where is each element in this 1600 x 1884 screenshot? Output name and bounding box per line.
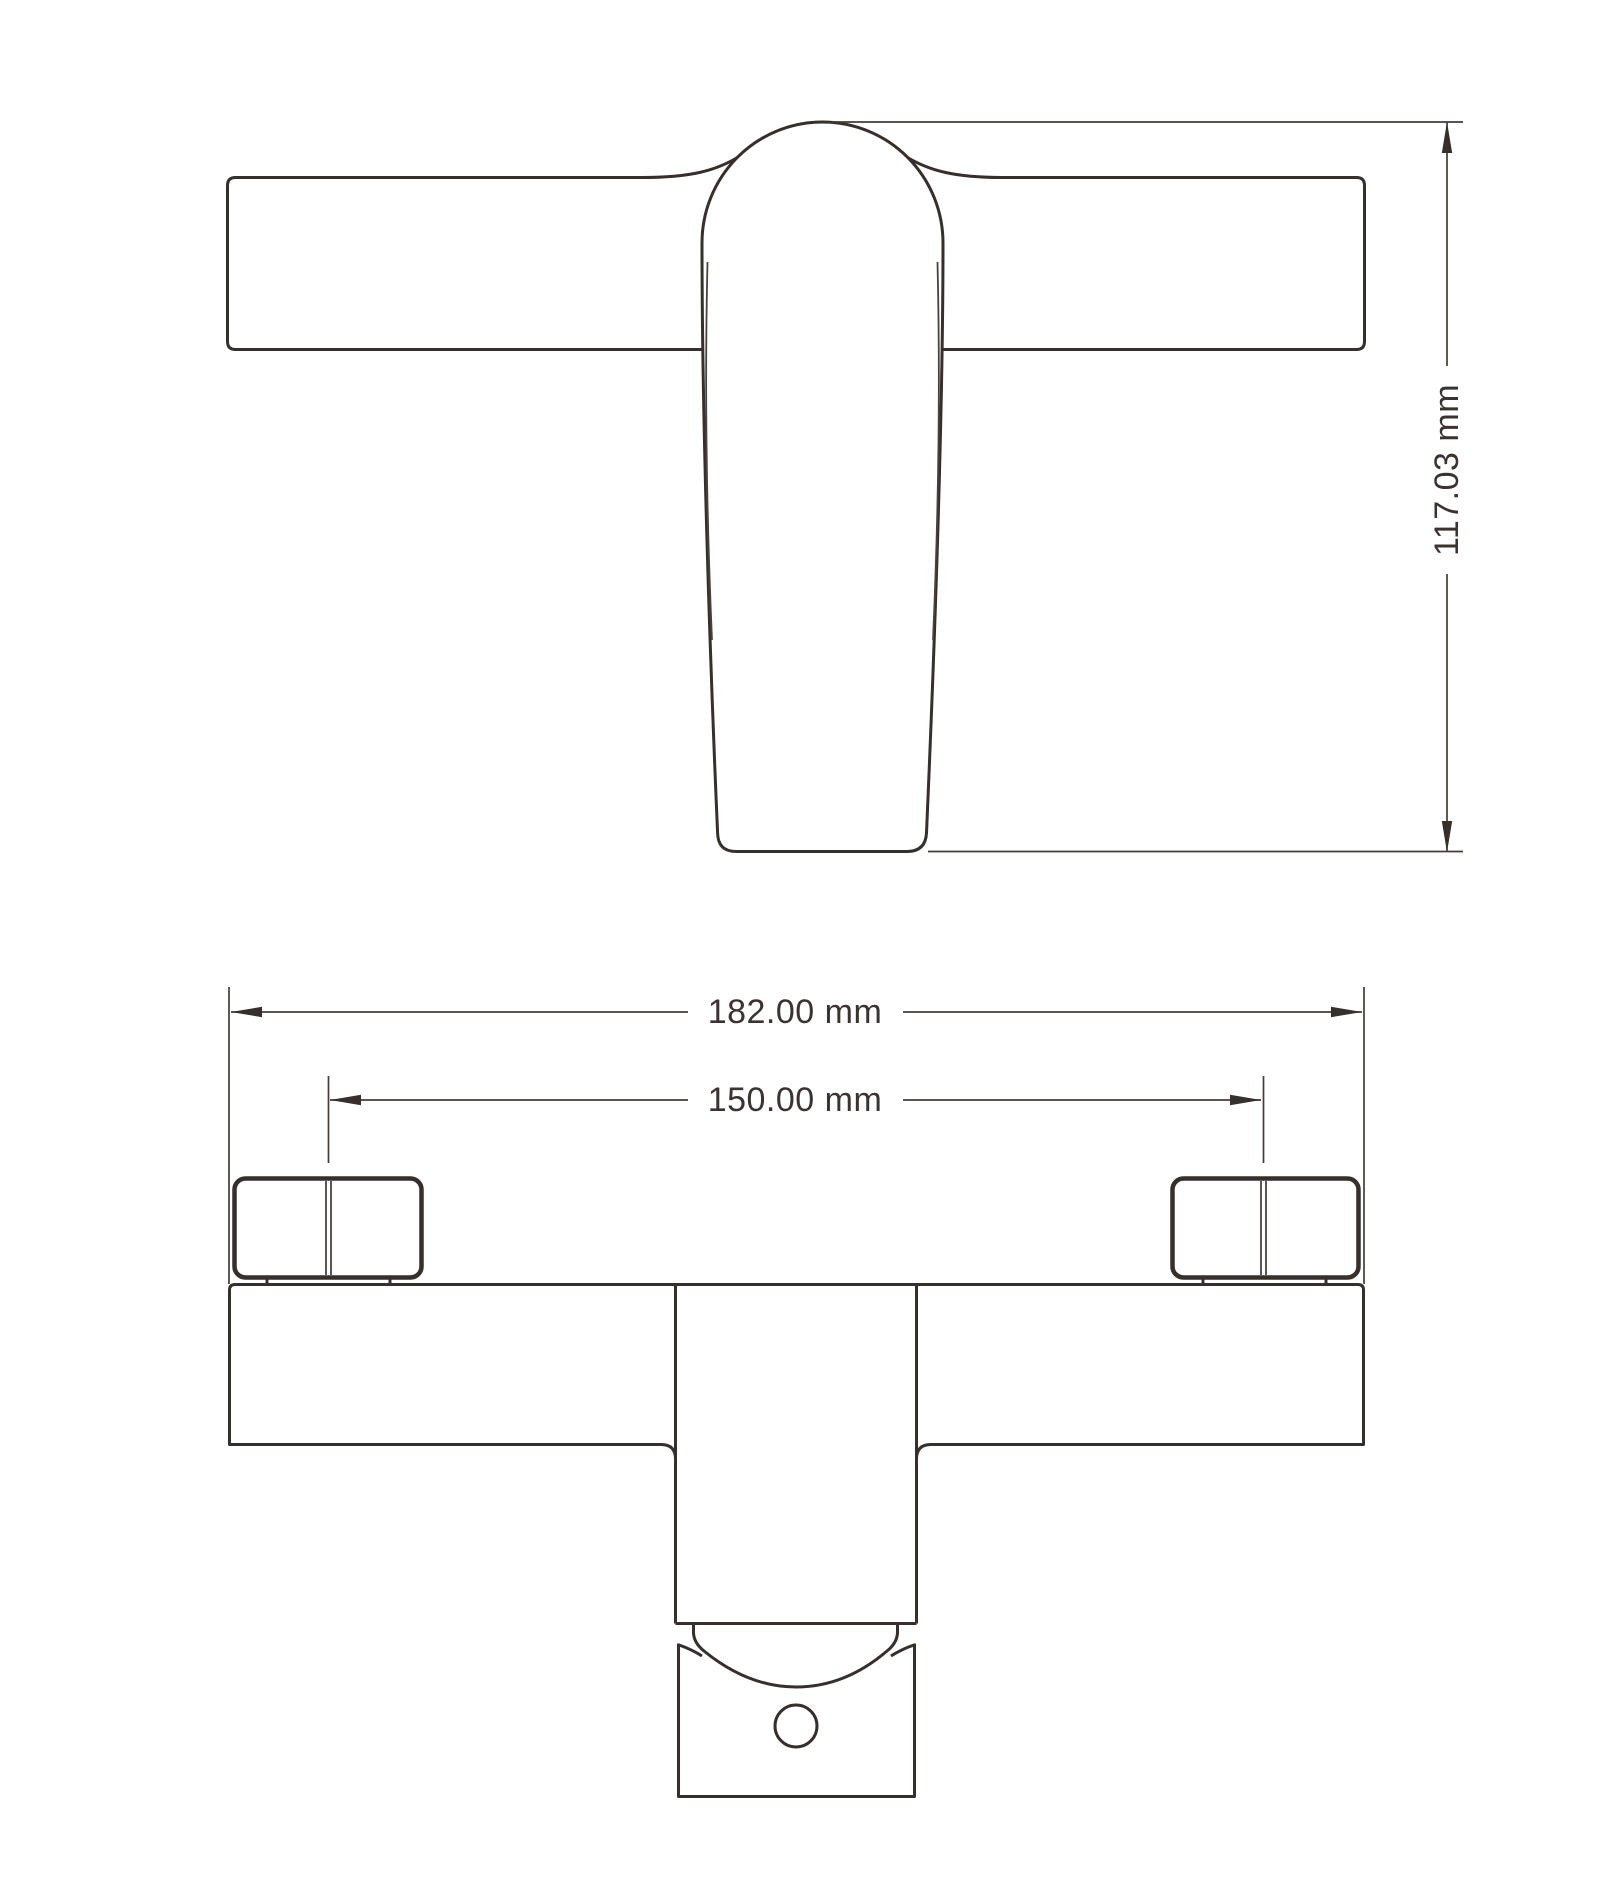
- bottom-block: [679, 1644, 915, 1797]
- spout-bowl-corner-fillets: [679, 1645, 914, 1656]
- front-view-center-column: [676, 1285, 917, 1624]
- aerator-hole: [775, 1705, 817, 1747]
- valve-block-left: [235, 1179, 422, 1278]
- top-view-handle-outline: [702, 122, 943, 852]
- front-view: [230, 1179, 1364, 1797]
- width-arrow-right: [1331, 1007, 1362, 1017]
- spacing-arrow-left: [330, 1095, 361, 1105]
- top-view: [228, 122, 1365, 852]
- spacing-dimension-label: 150.00 mm: [707, 1081, 883, 1119]
- front-view-body-bar: [230, 1285, 1364, 1460]
- width-dimension-label: 182.00 mm: [707, 993, 883, 1031]
- center-spacing-dimension: [329, 1076, 1264, 1163]
- height-arrow-up: [1442, 122, 1452, 153]
- spacing-arrow-right: [1230, 1095, 1261, 1105]
- width-arrow-left: [231, 1007, 262, 1017]
- height-arrow-down: [1442, 821, 1452, 852]
- height-dimension-label: 117.03 mm: [1428, 383, 1466, 557]
- spout-bowl: [694, 1624, 898, 1688]
